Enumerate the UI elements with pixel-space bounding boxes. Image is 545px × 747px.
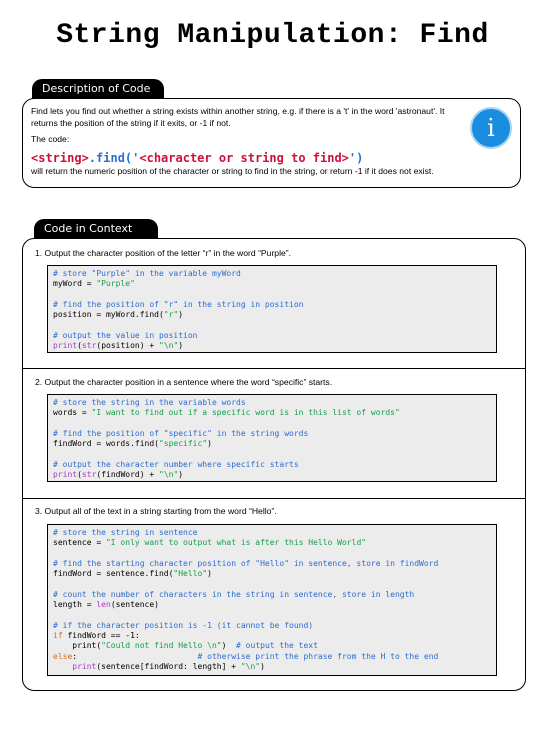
syntax-close-token: ')	[348, 151, 364, 165]
syntax-line	[31, 151, 512, 165]
example-3-code	[47, 524, 497, 676]
code-line: print(str(position) + "\n")	[53, 341, 184, 351]
code-line	[53, 290, 491, 300]
description-intro: Find lets you find out whether a string exists within another string, e.g. if there is a 't' in the word 'astronaut'. It returns the position of the string if it exits, or -1 if not.	[31, 106, 445, 128]
description-panel	[22, 98, 521, 188]
code-line: # store the string in the variable words	[53, 398, 246, 407]
code-line: # find the position of "r" in the string in position	[53, 299, 304, 309]
example-3-task: 3. Output all of the text in a string starting from the word “Hello”.	[35, 506, 277, 516]
code-line: # store "Purple" in the variable myWord	[53, 269, 241, 278]
code-line	[53, 610, 491, 620]
code-line: # store the string in sentence	[53, 528, 198, 537]
code-line: sentence = "I only want to output what is after this Hello World"	[53, 538, 367, 548]
syntax-string-token: <string>	[31, 151, 89, 165]
description-tab: Description of Code	[32, 79, 164, 99]
context-panel	[22, 238, 526, 691]
code-line: findWord = words.find("specific")	[53, 439, 212, 449]
code-line	[53, 549, 491, 559]
code-line	[53, 579, 491, 589]
code-line: print(sentence[findWord: length] + "\n")	[72, 661, 265, 671]
syntax-find-token: .find('	[88, 151, 140, 165]
context-tab: Code in Context	[34, 219, 158, 239]
page-title: String Manipulation: Find	[56, 20, 489, 51]
code-line: myWord = "Purple"	[53, 279, 135, 289]
code-line: # find the position of "specific" in the string words	[53, 428, 309, 438]
code-line: findWord = sentence.find("Hello")	[53, 569, 212, 579]
example-1-task: 1. Output the character position of the letter “r” in the word “Purple”.	[35, 248, 292, 258]
code-line: position = myWord.find("r")	[53, 310, 184, 320]
code-line: print(str(findWord) + "\n")	[53, 470, 184, 480]
code-line: length = len(sentence)	[53, 600, 159, 610]
code-line: words = "I want to find out if a specific word is in this list of words"	[53, 408, 400, 418]
code-line: # count the number of characters in the string in sentence, store in length	[53, 589, 415, 599]
code-line	[53, 449, 491, 459]
code-line: # if the character position is -1 (it cannot be found)	[53, 620, 314, 630]
code-line: print("Could not find Hello \n") # output the text	[53, 641, 318, 651]
code-line: # find the starting character position of "Hello" in sentence, store in findWord	[53, 558, 439, 568]
syntax-argument-token: <character or string to find>	[139, 151, 349, 165]
example-2-code	[47, 394, 497, 482]
code-line: else: # otherwise print the phrase from the H to the end	[53, 651, 439, 661]
code-line: # output the value in position	[53, 330, 198, 340]
code-label: The code:	[31, 134, 70, 144]
code-line	[53, 320, 491, 330]
info-icon: i	[470, 107, 512, 149]
code-line: # output the character number where specific starts	[53, 459, 299, 469]
example-2-task: 2. Output the character position in a sentence where the word “specific” starts.	[35, 377, 333, 387]
description-explanation: will return the numeric position of the character or string to find in the string, or return -1 if it does not exist.	[31, 166, 434, 176]
code-line: if findWord == -1:	[53, 630, 140, 640]
section-divider	[23, 368, 525, 369]
code-line	[53, 419, 491, 429]
section-divider	[23, 498, 525, 499]
example-1-code	[47, 265, 497, 353]
